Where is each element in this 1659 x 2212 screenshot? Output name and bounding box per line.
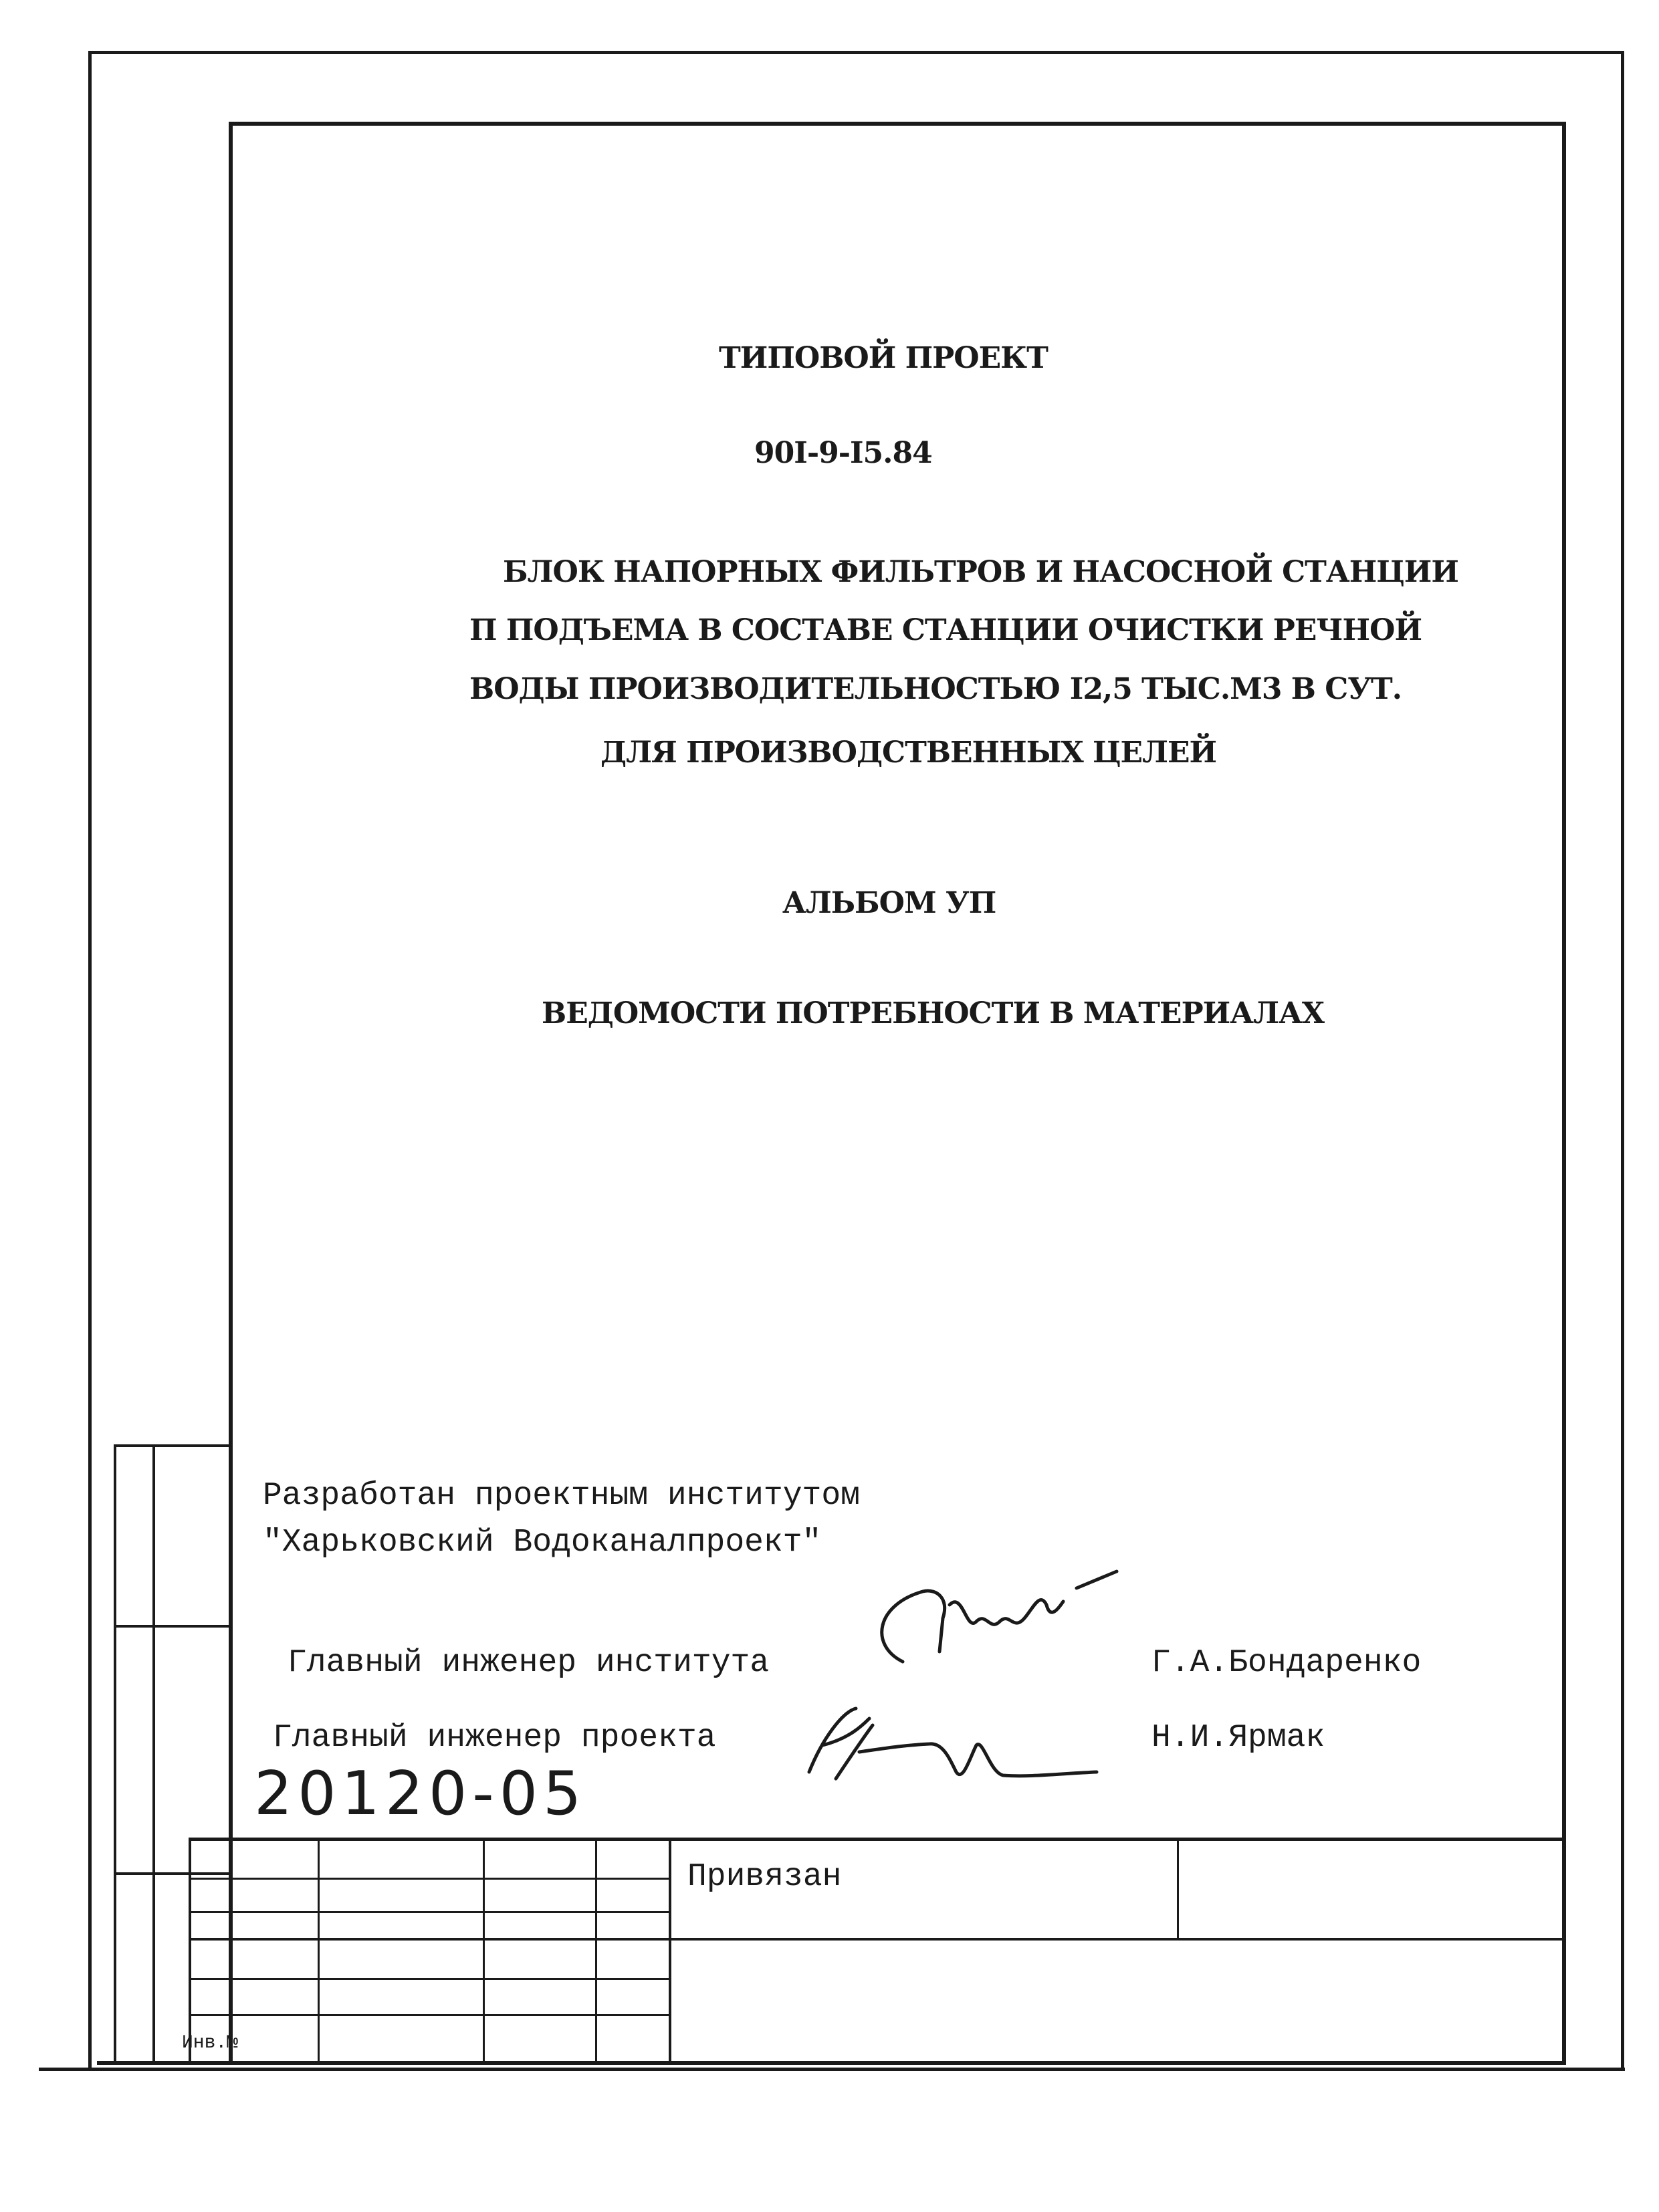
title-block-row3 [189,1938,1565,1941]
inventory-stamp-number: 20120-05 [254,1759,587,1829]
title-block-col1 [318,1838,320,2063]
title-block-col4 [669,1838,671,2063]
title-block-col5 [1177,1838,1179,1939]
title-block-row1 [189,1878,670,1880]
chief-engineer-project-role: Главный инженер проекта [273,1720,716,1756]
subject-line-1: БЛОК НАПОРНЫХ ФИЛЬТРОВ И НАСОСНОЙ СТАНЦИИ [503,555,1458,589]
chief-engineer-project-name: Н.И.Ярмак [1151,1720,1325,1756]
inner-frame-right [1562,122,1566,2063]
title-block-col2 [483,1838,485,2063]
developer-line-2: "Харьковский Водоканалпроект" [263,1525,822,1561]
title-block-row2 [189,1911,670,1913]
title-block-top [189,1838,1565,1841]
project-type: ТИПОВОЙ ПРОЕКТ [719,341,1048,375]
inner-frame-left [229,122,233,2063]
outer-frame-left [88,51,92,2070]
inventory-number-label: Инв.№ [182,2033,239,2054]
developer-line-1: Разработан проектным институтом [263,1478,860,1514]
margin-strip-row1 [114,1625,231,1628]
margin-strip-mid [152,1444,155,2063]
subject-line-3: ВОДЫ ПРОИЗВОДИТЕЛЬНОСТЬЮ I2,5 ТЫС.М3 В СУТ. [469,672,1402,706]
title-block-left [189,1838,191,2063]
margin-strip-row2 [114,1872,231,1875]
album-number: АЛЬБОМ УП [782,886,996,920]
title-block-row4 [189,1978,670,1980]
attached-label: Привязан [687,1859,842,1895]
chief-engineer-institute-role: Главный инженер института [288,1645,770,1681]
inner-frame-top [229,122,1565,126]
margin-strip-outer [114,1444,116,2063]
outer-frame-right [1621,51,1624,2070]
subject-line-2: П ПОДЪЕМА В СОСТАВЕ СТАНЦИИ ОЧИСТКИ РЕЧНОЙ [469,613,1422,647]
title-block-row5 [189,2014,670,2016]
margin-strip-top [114,1444,231,1447]
project-number: 90I-9-I5.84 [754,436,932,470]
album-title: ВЕДОМОСТИ ПОТРЕБНОСТИ В МАТЕРИАЛАХ [542,996,1324,1030]
signature-yarmak [796,1698,1103,1792]
subject-line-4: ДЛЯ ПРОИЗВОДСТВЕННЫХ ЦЕЛЕЙ [600,736,1217,770]
outer-frame-bottom [39,2068,1625,2071]
chief-engineer-institute-name: Г.А.Бондаренко [1151,1645,1422,1681]
title-block-col3 [595,1838,597,2063]
outer-frame-top [88,51,1624,54]
signature-bondarenko [849,1565,1130,1672]
